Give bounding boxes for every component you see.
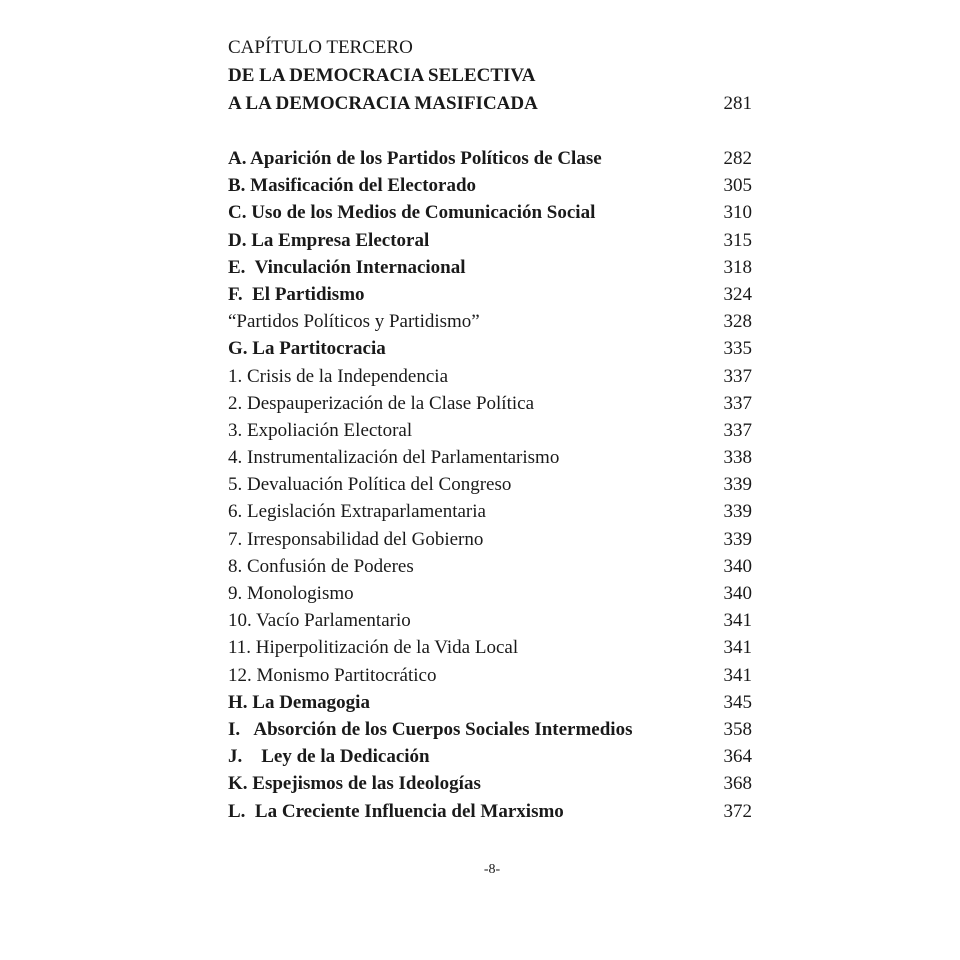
toc-entry-label: L. La Creciente Influencia del Marxismo (228, 800, 564, 822)
toc-entry (228, 363, 752, 390)
toc-entry-page: 305 (723, 175, 752, 197)
toc-entry-label: E. Vinculación Internacional (228, 256, 466, 278)
toc-entry (228, 444, 752, 471)
chapter-label: CAPÍTULO TERCERO (228, 37, 413, 58)
toc-entry-page: 338 (723, 447, 752, 469)
toc-entry-page: 337 (723, 392, 752, 414)
toc-entry (228, 743, 752, 770)
toc-entry-label: J. Ley de la Dedicación (228, 746, 430, 768)
toc-entry (228, 199, 752, 226)
toc-entry-page: 337 (723, 419, 752, 441)
toc-entry-label: D. La Empresa Electoral (228, 229, 430, 251)
toc-entry-label: 1. Crisis de la Independencia (228, 365, 449, 387)
toc-entry (228, 580, 752, 607)
toc-entry-label: 3. Expoliación Electoral (228, 419, 413, 441)
toc-entry (228, 172, 752, 199)
toc-entry-page: 339 (723, 474, 752, 496)
toc-entry-page: 282 (723, 148, 752, 169)
toc-entry-page: 340 (723, 555, 752, 577)
toc-entry-page: 337 (723, 365, 752, 387)
toc-entry (228, 335, 752, 362)
toc-entry (228, 634, 752, 661)
toc-entry-page: 368 (723, 773, 752, 795)
toc-entry-page: 358 (723, 718, 752, 740)
toc-entry-label: 12. Monismo Partitocrático (228, 664, 437, 686)
toc-entry (228, 417, 752, 444)
chapter-title-text: A LA DEMOCRACIA MASIFICADA (228, 93, 538, 114)
toc-entry-page: 341 (723, 610, 752, 632)
table-of-contents (228, 145, 752, 825)
toc-entry-label: 2. Despauperización de la Clase Política (228, 392, 535, 414)
toc-entry-label: A. Aparición de los Partidos Políticos de Clase (228, 148, 602, 169)
toc-entry-page: 345 (723, 691, 752, 713)
chapter-title-line1: DE LA DEMOCRACIA SELECTIVA (228, 65, 536, 86)
toc-entry-label: 4. Instrumentalización del Parlamentarismo (228, 447, 560, 469)
toc-entry-label: 9. Monologismo (228, 583, 354, 604)
toc-entry (228, 227, 752, 254)
toc-entry-label: 7. Irresponsabilidad del Gobierno (228, 528, 484, 550)
toc-entry-label: H. La Demagogia (228, 691, 370, 713)
toc-entry (228, 390, 752, 417)
toc-entry-page: 324 (723, 283, 752, 305)
toc-entry (228, 471, 752, 498)
toc-entry (228, 254, 752, 281)
toc-entry-label: B. Masificación del Electorado (228, 175, 477, 197)
toc-entry-page: 339 (723, 528, 752, 550)
toc-entry-label: “Partidos Políticos y Partidismo” (228, 311, 480, 333)
toc-entry-page: 315 (723, 229, 752, 251)
toc-entry-label: 8. Confusión de Poderes (228, 555, 414, 577)
toc-entry-page: 328 (723, 311, 752, 333)
toc-entry (228, 607, 752, 634)
toc-entry-label: 10. Vacío Parlamentario (228, 610, 411, 632)
toc-entry (228, 526, 752, 553)
toc-entry (228, 662, 752, 689)
toc-entry-label: 5. Devaluación Política del Congreso (228, 474, 512, 496)
toc-entry-label: C. Uso de los Medios de Comunicación Social (228, 202, 596, 224)
toc-entry-label: 6. Legislación Extraparlamentaria (228, 501, 486, 523)
toc-entry-page: 335 (723, 338, 752, 360)
toc-entry (228, 308, 752, 335)
toc-entry-label: F. El Partidismo (228, 283, 365, 305)
toc-entry-label: 11. Hiperpolitización de la Vida Local (228, 637, 519, 659)
toc-entry-page: 339 (723, 501, 752, 523)
toc-entry (228, 770, 752, 797)
toc-entry-label: I. Absorción de los Cuerpos Sociales Intermedios (228, 718, 633, 740)
chapter-page-number: 281 (723, 93, 752, 114)
toc-entry-label: K. Espejismos de las Ideologías (228, 773, 481, 795)
toc-entry-page: 310 (723, 202, 752, 224)
toc-entry-page: 340 (723, 583, 752, 604)
toc-entry-page: 341 (723, 637, 752, 659)
toc-entry-label: G. La Partitocracia (228, 338, 386, 360)
toc-entry (228, 798, 752, 825)
toc-entry (228, 553, 752, 580)
toc-entry (228, 689, 752, 716)
toc-entry (228, 716, 752, 743)
toc-entry (228, 498, 752, 525)
page-folio: -8- (483, 862, 501, 877)
toc-entry-page: 364 (723, 746, 752, 768)
toc-entry-page: 341 (723, 664, 752, 686)
toc-entry (228, 281, 752, 308)
chapter-title-line2 (228, 90, 752, 118)
toc-entry-page: 318 (723, 256, 752, 278)
toc-entry (228, 145, 752, 172)
toc-entry-page: 372 (723, 800, 752, 822)
